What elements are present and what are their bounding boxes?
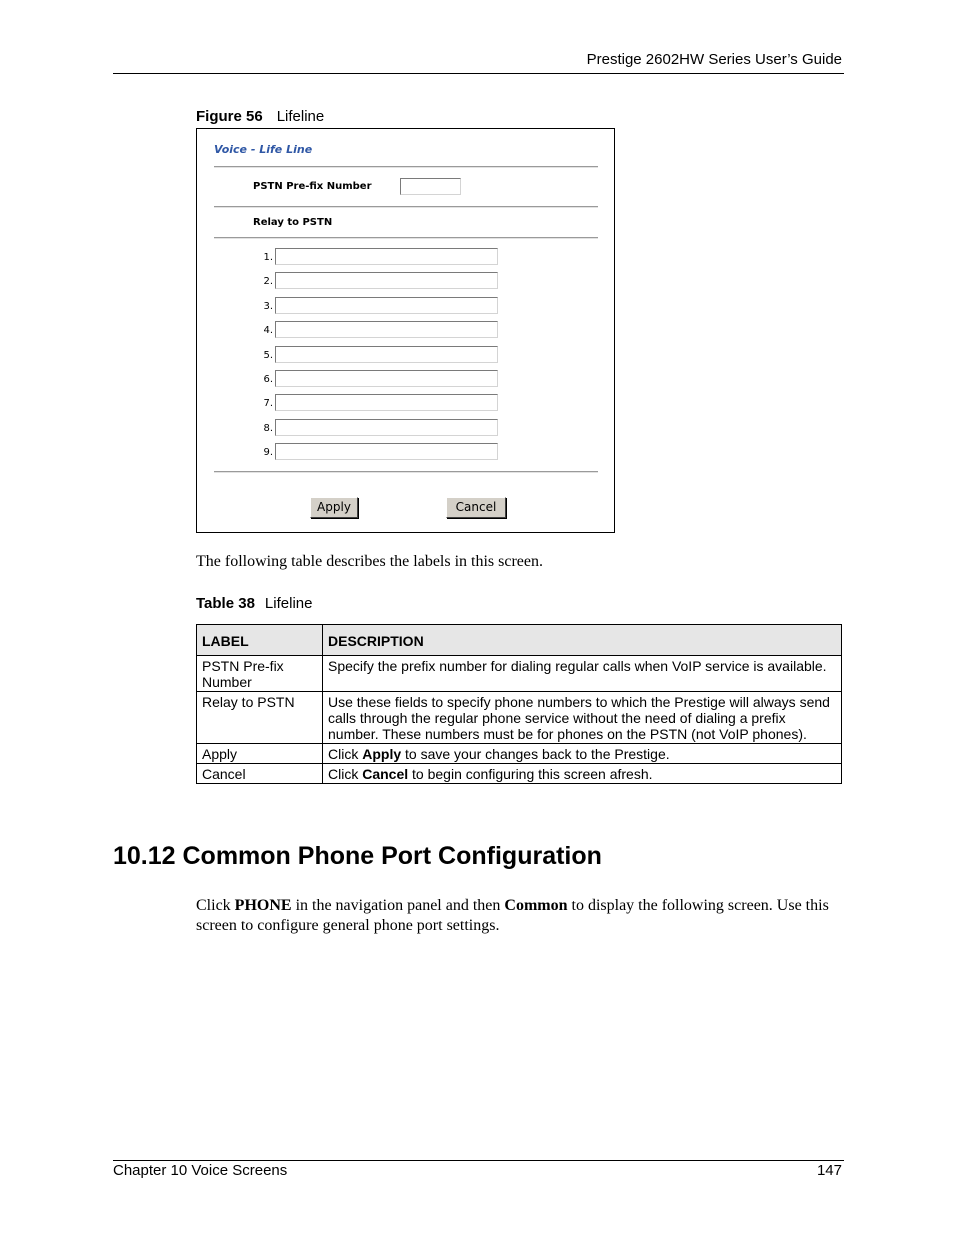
paragraph-text: Click: [196, 897, 235, 914]
paragraph-text: to display the following screen. Use this screen to configure general phone port settings.: [196, 897, 829, 934]
relay-to-pstn-label: Relay to PSTN: [253, 217, 333, 228]
footer-page-number: 147: [816, 1162, 842, 1179]
relay-number-label: 1.: [263, 252, 273, 263]
column-header-description: DESCRIPTION: [323, 625, 842, 656]
relay-number-label: 7.: [263, 398, 273, 410]
figure-caption: [196, 108, 324, 125]
pstn-prefix-input[interactable]: [400, 178, 461, 195]
relay-number-input-8[interactable]: [275, 419, 498, 436]
description-text: to save your changes back to the Prestige.: [401, 746, 670, 762]
relay-number-input-3[interactable]: [275, 297, 498, 314]
relay-number-label: 5.: [263, 349, 273, 361]
relay-number-input-2[interactable]: [275, 272, 498, 289]
table-title: Lifeline: [264, 595, 313, 612]
screen-divider: [214, 471, 598, 473]
screen-title: Voice - Life Line: [214, 143, 313, 156]
relay-number-label: 6.: [263, 374, 273, 385]
table-number: Table 38: [196, 595, 255, 612]
figure-number: Figure 56: [196, 108, 263, 125]
description-text: Specify the prefix number for dialing regular calls when VoIP service is available.: [328, 658, 827, 674]
label-description-table: [196, 624, 842, 784]
description-text: Click: [328, 746, 363, 762]
table-row: [197, 656, 842, 692]
relay-number-input-5[interactable]: [275, 346, 498, 363]
relay-number-input-9[interactable]: [275, 443, 498, 460]
column-header-label: LABEL: [197, 625, 323, 656]
description-text: Click: [328, 766, 363, 782]
table-caption: [196, 595, 312, 612]
paragraph-text: in the navigation panel and then: [291, 897, 505, 914]
row-label: Relay to PSTN: [197, 692, 323, 744]
header-divider: [113, 73, 844, 74]
row-description: [323, 764, 842, 784]
section-paragraph: [196, 896, 844, 936]
description-text: to begin configuring this screen afresh.: [408, 766, 653, 782]
description-text: Use these fields to specify phone numbers to which the Prestige will always send calls through the regular phone service without the need of dialing a prefix number. These numbers must be for phones on the PSTN (not VoIP phones).: [328, 694, 830, 742]
relay-number-label: 9.: [263, 447, 273, 459]
intro-paragraph: The following table describes the labels in this screen.: [196, 553, 544, 570]
apply-button[interactable]: Apply: [310, 497, 358, 518]
figure-title: Lifeline: [276, 108, 325, 125]
table-row: [197, 744, 842, 764]
screen-divider: [214, 237, 598, 239]
relay-number-label: 4.: [263, 325, 273, 337]
relay-number-input-6[interactable]: [275, 370, 498, 387]
row-description: [323, 744, 842, 764]
row-description: [323, 656, 842, 692]
paragraph-bold-phone: PHONE: [234, 897, 292, 914]
relay-number-input-7[interactable]: [275, 394, 498, 411]
section-heading: 10.12 Common Phone Port Configuration: [113, 842, 602, 870]
screen-divider: [214, 166, 598, 168]
row-description: [323, 692, 842, 744]
table-row: [197, 692, 842, 744]
pstn-prefix-label: PSTN Pre-fix Number: [253, 181, 372, 192]
row-label: Apply: [197, 744, 323, 764]
row-label: Cancel: [197, 764, 323, 784]
lifeline-screen-figure: [196, 128, 615, 533]
description-bold-term: Cancel: [362, 766, 409, 782]
relay-number-label: 8.: [263, 422, 273, 434]
relay-number-label: 2.: [263, 276, 273, 288]
table-row: [197, 764, 842, 784]
relay-number-label: 3.: [263, 300, 273, 312]
row-label: PSTN Pre-fix Number: [197, 656, 323, 692]
screen-divider: [214, 206, 598, 208]
cancel-button[interactable]: Cancel: [446, 497, 506, 518]
table-header-row: [197, 625, 842, 656]
paragraph-bold-common: Common: [504, 897, 568, 914]
running-header: Prestige 2602HW Series User’s Guide: [586, 51, 842, 68]
footer-divider: [113, 1160, 844, 1161]
footer-chapter: Chapter 10 Voice Screens: [113, 1162, 288, 1179]
description-bold-term: Apply: [362, 746, 402, 762]
relay-number-input-1[interactable]: [275, 248, 498, 265]
relay-number-input-4[interactable]: [275, 321, 498, 338]
